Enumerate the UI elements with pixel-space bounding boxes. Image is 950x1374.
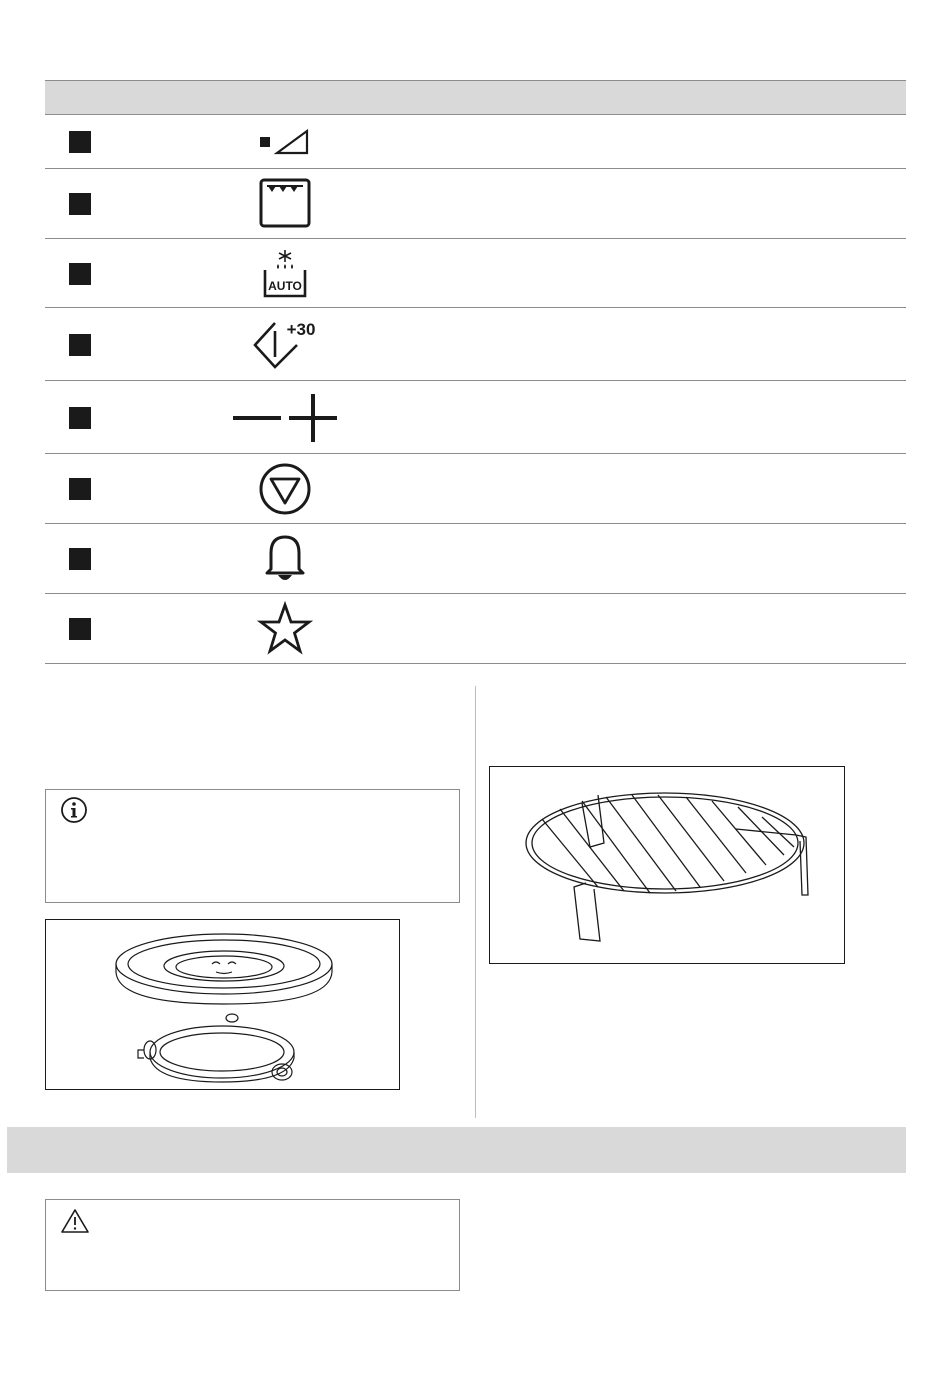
column-divider: [475, 686, 476, 1118]
row-number-marker: [69, 548, 91, 570]
auto-defrost-icon: [215, 239, 355, 308]
table-row: [45, 524, 906, 594]
row-number-marker: [69, 131, 91, 153]
table-row: [45, 115, 906, 169]
rack-illustration: [490, 767, 844, 963]
row-number-marker: [69, 193, 91, 215]
minus-plus-icon: [215, 381, 355, 454]
table-row: [45, 169, 906, 239]
warning-note-box: [45, 1199, 460, 1291]
table-row: [45, 594, 906, 664]
start-plus-30-icon: [215, 308, 355, 381]
table-row: [45, 381, 906, 454]
stop-icon: [215, 454, 355, 524]
table-row: [45, 308, 906, 381]
table-row: [45, 454, 906, 524]
row-number-marker: [69, 407, 91, 429]
controls-table: [45, 80, 906, 664]
plus-30-label: +30: [286, 319, 316, 339]
row-number-marker: [69, 334, 91, 356]
turntable-figure: [45, 919, 400, 1090]
power-level-icon: [215, 115, 355, 169]
row-number-marker: [69, 618, 91, 640]
info-note-box: [45, 789, 460, 903]
rack-figure: [489, 766, 845, 964]
bell-icon: [215, 524, 355, 594]
warning-icon: [60, 1208, 90, 1239]
table-row: [45, 239, 906, 308]
star-icon: [215, 594, 355, 664]
table-header-row: [45, 80, 906, 115]
row-number-marker: [69, 263, 91, 285]
auto-icon-text: AUTO: [268, 278, 302, 293]
info-icon: [60, 796, 88, 829]
row-number-marker: [69, 478, 91, 500]
turntable-illustration: [46, 920, 399, 1089]
grill-icon: [215, 169, 355, 239]
section-header-bar: [7, 1127, 906, 1173]
